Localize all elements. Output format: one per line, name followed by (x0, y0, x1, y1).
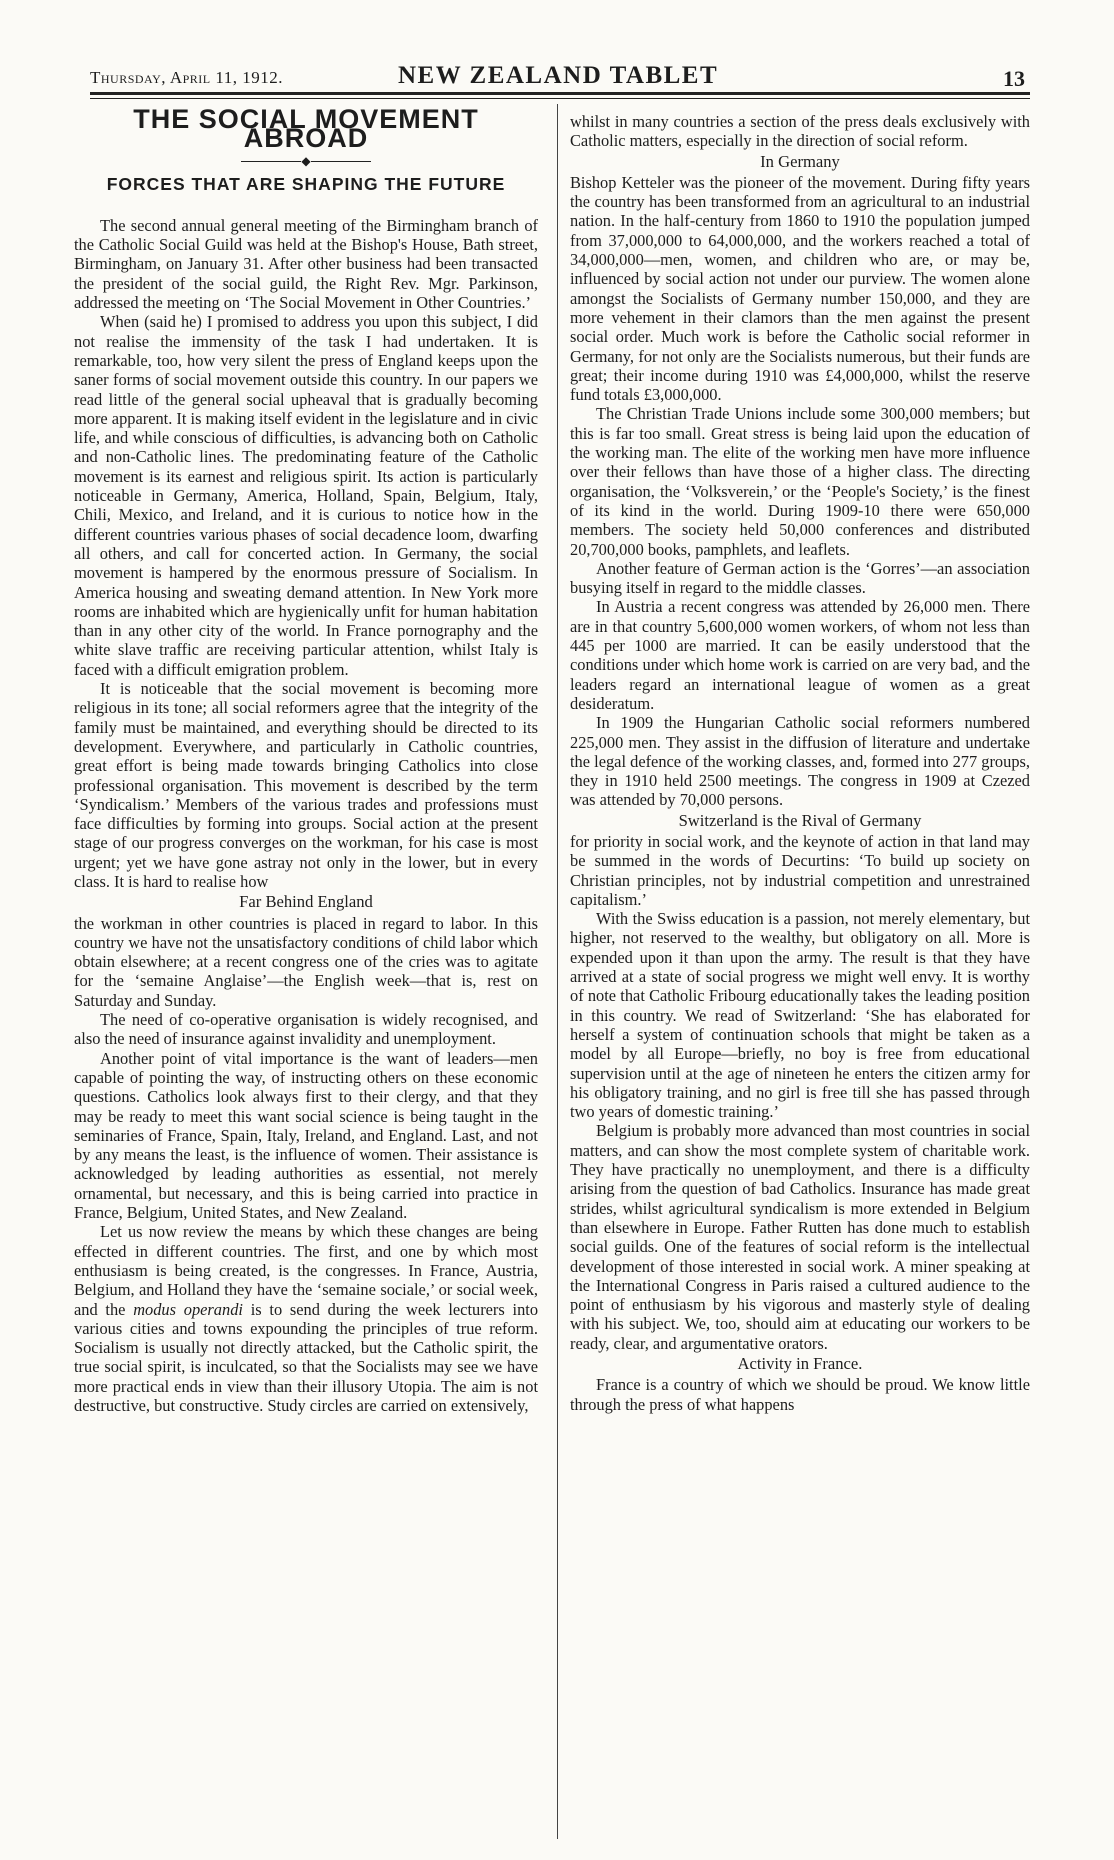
page-number: 13 (1003, 66, 1025, 91)
issue-date: Thursday, April 11, 1912. (90, 68, 284, 87)
paragraph: for priority in social work, and the keynote of action in that land may be summed in the words of Decurtins: ‘To build up society on Christian principles, not by industrial competition and unrestrained capitalism.’ (570, 831, 1030, 909)
paragraph: Another feature of German action is the ‘Gorres’—an association busying itself in regard to the middle classes. (570, 558, 1030, 598)
paragraph: The Christian Trade Unions include some 300,000 members; but this is far too small. Great stress is being laid upon the education of the working man. The elite of the working men have more influence over their fellows than have those of a higher class. The directing organisation, the ‘Volksverein,’ or the ‘People's Society,’ is the finest of its kind in the world. During 1909-10 there were 650,000 members. The society held 50,000 conferences and distributed 20,700,000 books, pamphlets, and leaflets. (570, 404, 1030, 559)
text-run: Let us now review the means by which these changes are being effected in different countries. The first, and one by which most enthusiasm is being created, is the congresses. In France, Austria, Belgium, and Holland they have the ‘semaine sociale,’ or social week, and the (74, 1222, 538, 1319)
left-column (74, 104, 539, 1415)
paragraph: Belgium is probably more advanced than most countries in social matters, and can show the most complete system of charitable work. They have practically no unemployment, and there is a difficulty arising from the question of bad Catholics. Insurance has made great strides, whilst agricultural syndicalism is more extended in Belgium than elsewhere in Europe. Father Rutten has done much to establish social guilds. One of the features of social reform is the intellectual development of those interested in social work. A miner speaking at the International Congress in Paris raised a cultured audience to the point of enthusiasm by his vigorous and masterly style of dealing with his subject. We, too, should aim at educating our workers to be ready, clear, and argumentative orators. (570, 1121, 1030, 1353)
section-subhead: Activity in France. (737, 1354, 863, 1373)
paragraph: The need of co-operative organisation is widely recognised, and also the need of insurance against invalidity and unemployment. (74, 1010, 538, 1049)
section-subhead: In Germany (760, 151, 840, 171)
section-subhead: Far Behind England (239, 892, 373, 912)
text-run: is to send during the week lecturers into various cities and towns expounding the principles of true reform. Socialism is usually not directly attacked, but the Catholic spirit, the true social spirit, is inculcated, so that the Socialists may see we have more practical ends in view than their illusory Utopia. The aim is not destructive, but constructive. Study circles are carried on extensively, (74, 1299, 539, 1415)
paragraph: Another point of vital importance is the want of leaders—men capable of pointing the way, of instructing others on these economic questions. Catholics look always first to their clergy, and that they may be ready to meet this want social science is being taught in the seminaries of France, Spain, Italy, Ireland, and England. Last, and not by any means the least, is the influence of women. Their assistance is acknowledged by leading authorities as essential, not merely ornamental, but necessary, and this is being carried into practice in France, Belgium, United States, and New Zealand. (74, 1048, 538, 1223)
publication-title: NEW ZEALAND TABLET (398, 62, 719, 89)
paragraph: whilst in many countries a section of the press deals exclusively with Catholic matters, especially in the direction of social reform. (570, 112, 1030, 151)
header-rule-thick (90, 92, 1030, 95)
paragraph: Bishop Ketteler was the pioneer of the movement. During fifty years the country has been transformed from an agricultural to an industrial nation. In the half-century from 1860 to 1910 the population jumped from 37,000,000 to 64,000,000, and the workers reached a total of 34,000,000—men, women, and children who are, or may be, influenced by social action not under our purview. The women alone amongst the Socialists of Germany number 150,000, and they are more vehement in their clamors than the men against the present social order. Much work is before the Catholic social reformer in Germany, for not only are the Socialists numerous, but their funds are great; their income during 1910 was £4,000,000, whilst the reserve fund totals £3,000,000. (570, 172, 1030, 405)
article-title: THE SOCIAL MOVEMENT ABROAD (133, 104, 479, 154)
title-ornament (74, 155, 538, 167)
paragraph: With the Swiss education is a passion, not merely elementary, but higher, not reserved to the wealthy, but obligatory on all. More is expended upon it than upon the army. The result is that they have arrived at a state of social progress we might well envy. It is worthy of note that Catholic Fribourg educationally takes the leading position in this country. We read of Switzerland: ‘She has elaborated for herself a system of continuation schools that might be taken as a model by all Europe—briefly, no boy is free from educational supervision until at the age of nineteen he enters the citizen army for his obligatory training, and no girl is free till she has passed through two years of domestic training.’ (570, 909, 1030, 1122)
paragraph: France is a country of which we should be proud. We know little through the press of what happens (570, 1375, 1030, 1414)
paragraph: It is noticeable that the social movement is becoming more religious in its tone; all social reformers agree that the integrity of the family must be maintained, and everything should be directed to its development. Everywhere, and particularly in Catholic countries, great effort is being made towards bringing Catholics into close professional organisation. This movement is described by the term ‘Syndicalism.’ Members of the various trades and professions must face difficulties by forming into groups. Social action at the present stage of our progress converges on the workman, for his case is most urgent; yet we have gone astray not only in the lower, but in every class. It is hard to realise how (74, 679, 538, 891)
right-column (570, 112, 1030, 1414)
paragraph: In 1909 the Hungarian Catholic social reformers numbered 225,000 men. They assist in the diffusion of literature and undertake the legal defence of the working classes, and, formed into 277 groups, they in 1910 held 2500 meetings. The congress in 1909 at Czezed was attended by 70,000 persons. (570, 713, 1030, 810)
paragraph: The second annual general meeting of the Birmingham branch of the Catholic Social Guild was held at the Bishop's House, Bath street, Birmingham, on January 31. After other business had been transacted the president of the social guild, the Right Rev. Mgr. Parkinson, addressed the meeting on ‘The Social Movement in Other Countries.’ (74, 215, 538, 313)
diamond-icon: ◆ (301, 153, 311, 168)
ornament-rule-left (241, 161, 301, 162)
paragraph: the workman in other countries is placed in regard to labor. In this country we have not the unsatisfactory conditions of child labor which obtain elsewhere; at a recent congress one of the cries was to agitate for the ‘semaine Anglaise’—the English week—that is, rest on Saturday and Sunday. (74, 913, 538, 1010)
column-divider (557, 104, 558, 1839)
section-subhead: Switzerland is the Rival of Germany (678, 810, 922, 830)
article-subtitle: FORCES THAT ARE SHAPING THE FUTURE (106, 173, 506, 194)
paragraph: In Austria a recent congress was attended by 26,000 men. There are in that country 5,600,000 women workers, of whom not less than 445 per 1000 are married. It can be easily understood that the conditions under which home work is carried on are very bad, and the leaders regard an international league of women as a great desideratum. (570, 597, 1030, 713)
paragraph (74, 1222, 538, 1415)
paragraph: When (said he) I promised to address you upon this subject, I did not realise the immensity of the task I had undertaken. It is remarkable, too, how very silent the press of England keeps upon the saner forms of social movement outside this country. In our papers we read little of the general social upheaval that is gradually becoming more apparent. It is making itself evident in the legislature and in civic life, and while conscious of difficulties, is advancing both on Catholic and non-Catholic lines. The predominating feature of the Catholic movement is its earnest and religious spirit. Its action is particularly noticeable in Germany, America, Holland, Spain, Belgium, Italy, Chili, Mexico, and Ireland, and it is curious to notice how in the different countries various phases of social decadence loom, dwarfing all others, and call for concerted action. In Germany, the social movement is hampered by the enormous pressure of Socialism. In America housing and sweating demand attention. In New York more rooms are inhabited which are hygienically unfit for human habitation than in any other city of the world. In France pornography and the white slave traffic are receiving particular attention, whilst Italy is faced with a difficult emigration problem. (74, 312, 538, 679)
ornament-rule-right (311, 161, 371, 162)
header-rule-thin (90, 98, 1030, 99)
page-header (90, 64, 1025, 92)
latin-phrase: modus operandi (133, 1299, 243, 1319)
